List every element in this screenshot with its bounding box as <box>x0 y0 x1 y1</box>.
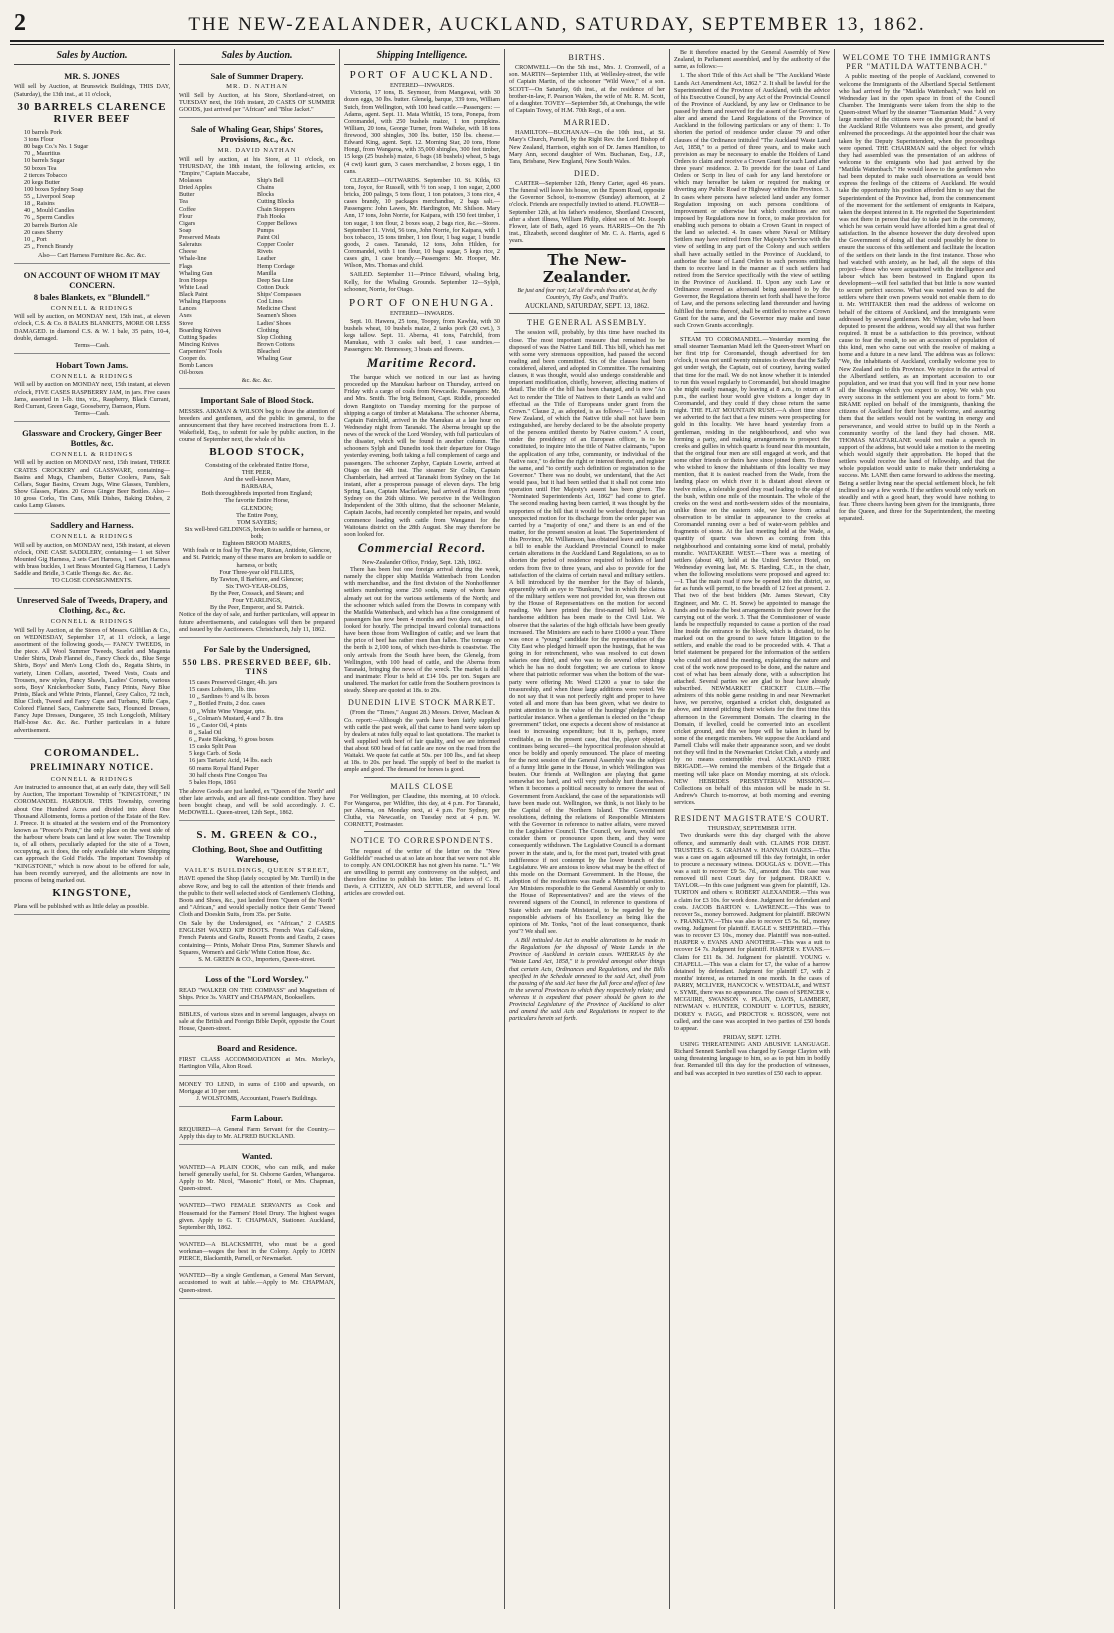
list-item: TOM SAYERS; <box>236 518 278 526</box>
ad-body: Will sell by auction on MONDAY next, 15th instant, at eleven o'clock, FIVE CASES RASPBERRY JAM, in jars. Five cases Jams, assorted in 1-lb. tins, viz., Raspberry, Black Currant, Red Currant, Green Gage, Gooseberry, Damson, Plum. <box>14 381 170 410</box>
list-item: Copper Bellows <box>257 219 298 227</box>
list-item: 7 ,, Bottled Fruits, 2 doz. cases <box>189 700 266 708</box>
ad-body: Will Sell by Auction, at his Store, Shortland-street, on TUESDAY next, the 16th instant, 20 CASES OF SUMMER GOODS, just arrived per "African" and "Blue Jacket." <box>179 91 335 114</box>
ad-footer: S. M. GREEN & CO., Importers, Queen-street. <box>198 955 316 963</box>
list-item: Black Paint <box>179 291 208 299</box>
list-item: Butter <box>179 191 195 199</box>
ad-title: Board and Residence. <box>217 1043 297 1054</box>
ad-title: Loss of the "Lord Worsley." <box>205 973 309 984</box>
article-text: A Bill intituled An Act to enable alterations to be made in the Regulations for the disposal of Waste Lands in the Province of Auckland in certain cases. WHEREAS by the "Waste Land Act, 1858," it is provided amongst other things that certain Acts, Ordinances and Regulations, and the Bills specified in the Schedule annexed to the said Act, shall from the passing of the said Act have the full force and effect of law in the several Provinces to which they respectively relate; and whereas it is expedient that power should be given to the Provincial Legislature of the Province of Auckland to alter and amend the said Acts and Regulations in respect to the particulars herein set forth. <box>509 937 665 1023</box>
article-text: STEAM TO COROMANDEL.—Yesterday morning the small steamer Tasmanian Maid left the Queen-street Wharf on her first trip for Coromandel, though advertised for ten o'clock, it was not until twenty minutes to eleven that the Sally got under weigh, the Captain, out of courtesy, having waited that time for the mail. We do not know whether it is intended to run this vessel regularly to Coromandel, but should imagine she might easily manage, by leaving at 8 a.m., to return at 9 p.m., the earliest hour would give visitors a longer day in Coromandel, and they could if they chose return the same night. THE FLAT MOUNTAIN RUSH.—A short time since we adverted to the fact that a few miners were prospecting for gold in this locality. We have heard yesterday from a gentleman, residing in the neighbourhood, and who was forming a party, and making arrangements to prospect the creeks and gullies in which quartz is found near this mountain, that the original four men are still engaged at work, and that some other friends or theirs have since joined them. To those who wished to know the inhabitants of this locality we may mention, that it is easiest reached from the Wade, from the landing place on which river it is distant about eleven or twelve miles, a tolerable good dray road leading to the edge of the bush, within one mile of the mountain. The whole of the creeks on the west and north-western sides of the mountains, unlike those on the eastern side, we know from actual observation to be similar in appearance to the creeks at Coromandel running over a bed of water-worn pebbles and fragments of stone. At the last meeting held at the Wade, a quantity of quartz was shown as coming from this neighbourhood and containing some kind of metal, probably mundic. WAITAKERE WEST.—There was a meeting of settlers (about 40), held at the United Service Hotel, on Wednesday evening last, Mr. S. Harding, C.E., in the chair, when the following resolutions were proposed and agreed to:—I. That the main road if now be opened into the district, so far as funds will permit, to the breadth of 12 feet at present. 2. That two of the best bidders (Mr. James Stewart, City Engineer, and Mr. C. H. Snow) be appointed to manage the funds and to make the best arrangements in their power for the carrying out of the work. 3. That the Commissioner of waste lands be respectfully requested to cause a portion of the road line inside the entrance to the block, which is dictated, to be marked out on the ground to save future litigation to the settlers, and enable the road to be proceeded with. 4. That a brief statement be prepared for the information of the settlers who could not attend the meeting, explaining the nature and cost of the work now proposed to be done, and the nature and cost of what has been already done, with a subscription list attached. Several parties we are glad to hear have already subscribed. NEWMARKET CRICKET CLUB.—The admirers of this noble game residing in and near Newmarket have, we perceive, organised a cricket club, designated as above, and intend pitching their wickets for the first time this afternoon in the Government Domain. The clearing in the Domain, if levelled, could be converted into an excellent cricket ground, and this we hope will be taken in hand by some of the energetic members. We suppose the Auckland and Parnell Clubs will make their appearance soon, and we doubt not they will find in the Newmarket Cricket Club, a sturdy and by no means contemptible rival. AUCKLAND FIRE BRIGADE.—We remind the members of the Brigade that a meeting will take place on Monday morning, at six o'clock. NEW HEBRIDES PRESBYTERIAN MISSION.—Collections on behalf of this mission will be made in St. Andrew's Church to-morrow, at both morning and evening services. <box>674 335 830 806</box>
ad-body: BIBLES, of various sizes and in several languages, always on sale at the British and Foreign Bible Depôt, opposite the Court House, Queen-street. <box>179 1011 335 1033</box>
stock-list <box>179 462 335 612</box>
list-item: Paint Oil <box>257 234 280 242</box>
column-1 <box>10 49 175 1609</box>
list-item: Cutting Blocks <box>257 198 295 206</box>
ad-title: MR. S. JONES <box>64 70 120 81</box>
ad-body: On Sale by the Undersigned, ex "African," 2 CASES ENGLISH WAXED KIP BOOTS. French Wax Calf-skins, French Patents and Grafts, Russett Fronts and Grafts, 2 cases containing— Prints, Mohair Dress Pins, Summer Shawls and Squares, Women's and Girls' White Cotton Hose, &c. <box>179 920 335 956</box>
list-item: Stove <box>179 319 194 327</box>
ad-body: WANTED—A BLACKSMITH, who must be a good workman—wages the best in the Colony. Apply to JOHN PIERCE, Blacksmith, Parnell, or Newmarket. <box>179 1240 335 1263</box>
dateline: AUCKLAND, SATURDAY, SEPT. 13, 1862. <box>509 301 665 314</box>
list-item: Bleached <box>257 348 281 356</box>
list-item: Deep Sea Line <box>257 276 294 284</box>
article-heading: NOTICE TO CORRESPONDENTS. <box>350 836 494 846</box>
dateline: New-Zealander Office, Friday, Sept. 12th, 1862. <box>362 558 482 566</box>
list-item: With foals or in foal by The Peer, Rotan, Antidote, Glencoe, and St. Patrick; many of these mares are broken to saddle or harness, or both; <box>182 547 332 569</box>
column-3 <box>340 49 505 1609</box>
firm-name: VAILE'S BUILDINGS, QUEEN STREET, <box>184 866 330 874</box>
list-item: Ship's Bell <box>257 177 284 185</box>
list-item: 80 bags Co.'s No. 1 Sugar <box>24 143 89 151</box>
notices-text: CROMWELL—On the 5th inst., Mrs. J. Cromwell, of a son. MARTIN—September 11th, at Wellesley-street, the wife of Captain Martin, of the schooner "Wild Wave," of a son. SCOTT—On Saturday, 6th inst., at the residence of her brother-in-law, F. Pearson Wakes, the wife of Mr. R. M. Scott, of a daughter. TOVEY—September 5th, at Onehunga, the wife of Captain Tovey, of H.M. 70th Regt., of a son. <box>509 64 665 114</box>
ad-body: Are instructed to announce that, at an early date, they will Sell by Auction, The important Township of "KINGSTONE," IN COROMANDEL HARBOUR. THIS Township, covering about One Hundred Acres and divided into about One Thousand Allotments, forms a portion of the Estate of the Rev. J. Preece. It is situated at the western end of the Promontory known as "Preece's Point," the only place on the west side of the harbour where boats can land at low water. The Township is, of all others, peculiarly adapted for the site of a Town, occupying, as it does, the only available site where Shipping can approach the Gold Fields. The important Township of "KINGSTONE," which is now about to be offered for sale, has been recently surveyed, and the allotments are now in process of being marked out. <box>14 784 170 884</box>
list-item: 10 ,, Port <box>24 235 47 243</box>
ad-body: WANTED—TWO FEMALE SERVANTS as Cook and Housemaid for the Farmers' Hotel Drury. The highest wages given. Apply to G. T. CHAPMAN, Stationer. Auckland, September 8th, 1862. <box>179 1202 335 1231</box>
ad-title: Important Sale of Blood Stock. <box>200 394 314 405</box>
advertisement <box>14 68 170 265</box>
list-item: Whaling Gun <box>179 269 213 277</box>
list-item: Brown Cottons <box>257 340 295 348</box>
list-item: Copper Cooler <box>257 241 294 249</box>
newspaper-page <box>10 10 1104 1613</box>
ad-subtitle: Clothing, Boot, Shoe and Outfitting Warehouse, <box>191 844 323 864</box>
list-item: By the Peer, Emperor, and St. Patrick. <box>209 604 304 612</box>
ad-title: ON ACCOUNT OF WHOM IT MAY CONCERN. <box>23 270 161 291</box>
article-text: The request of the writer of the letter on the "New Goldfields" reached us at so late an hour that we were not able to comply. AN ONLOOKER has not given his name. "L." We are unwilling to permit any controversy on the subject, and therefore decline to publish his letter. The letters of C. H. Davis, A CITIZEN, AN OLD SETTLER, and several local articles are crowded out. <box>344 847 500 898</box>
notices-heading: DIED. <box>573 168 601 178</box>
list-item: 20 barrels Burton Ale <box>24 221 78 229</box>
section-heading: Sales by Auction. <box>14 50 170 65</box>
list-item: 10 ,, Sardines ½ and ¼ lb. boxes <box>189 693 270 701</box>
item-list <box>24 129 170 250</box>
advertisement <box>179 824 335 967</box>
shipping-entries: Victoria, 17 tons, B. Seymour, from Mangawai, with 30 dozen eggs, 30 lbs. butter. Glenelg, barque, 339 tons, William Sutch, from Wellington, with 100 head cattle.—Passengers: — Adams, agent. Sept. 11. Mata Whitiki, 15 tons, Ponepa, from Coromandel, with 250 bushels maize, 1 ton pumpkins. William, 20 tons, George Turner, from Waiheke, with 18 tons firewood, 300 shingles, 300 lbs. butter, 150 lbs. cheese.—Edward King, agent. Sept. 12. Morning Star, 20 tons, Hone Hongi, from Wangaroa, with 35,000 shingles, 300 feet timber, 15 kegs (25 bushels) maize, 6 bags (18 bushels) wheat, 5 bags (4 cwt) kauri gum, 3 cases merchandise, 2 boxes eggs, 1 tin cans. <box>344 89 500 175</box>
list-item: Chain Stoppers <box>257 205 295 213</box>
list-item: Slop Clothing <box>257 333 292 341</box>
advertisement <box>179 121 335 388</box>
ad-body: REQUIRED—A General Farm Servant for the Country.—Apply this day to Mr. ALFRED BUCKLAND. <box>179 1125 335 1140</box>
list-item: Four YEARLINGS, <box>232 597 282 605</box>
list-item: 6 ,, Paste Blacking, ½ gross boxes <box>189 736 274 744</box>
column-5 <box>670 49 835 1609</box>
advertisement <box>179 1200 335 1236</box>
advertisement <box>14 357 170 422</box>
list-item: By the Peer, Cossack, and Steam; and <box>210 590 304 598</box>
list-item: Whale-line <box>179 255 207 263</box>
list-item: Flour <box>179 212 193 220</box>
article-text: For Wellington, per Claudine, this morning, at 10 o'clock. For Wangaroa, per Wildfire, this day, at 4 p.m. For Taranaki, per Aberna, on Monday next, at 4 p.m. For Sydney, per Clutha, via Newcastle, on Tuesday next at 4 p.m. W. CORNETT, Postmaster. <box>344 792 500 829</box>
list-item: Ladies' Shoes <box>257 319 291 327</box>
shipping-subheading: ENTERED—INWARDS. <box>389 82 455 90</box>
advertisement <box>179 1040 335 1075</box>
list-item: Six TWO-YEAR-OLDS, <box>225 582 289 590</box>
list-item: Pumps <box>257 226 274 234</box>
ad-body: MESSRS. AIKMAN & WILSON beg to draw the attention of breeders and gentlemen, and the public in general, to the announcement that they have received instructions from E. J. Wakefield, Esq., to submit for sale by public auction, in the course of September next, the whole of his <box>179 407 335 444</box>
firm-name: MR. DAVID NATHAN <box>217 147 297 155</box>
ad-body: Will Sell by Auction, at the Stores of Messrs. Gilfillan & Co., on WEDNESDAY, September 17, at 11 o'clock, a large assortment of the following goods,— FANCY TWEEDS, in the piece. All Wool Summer Tweeds, Scarlet and Magenta Under Shirts, Drab Flannel do., Fancy Check do., Blue Serge Shirts, Boys' and Men's Long Cloth do., Regatta Shirts, in variety, Linen Collars, assorted, Tweed Vests, Coats and Trousers, new styles, Fancy Shawls, Ladies' Corsets, various sorts, Boys' Knickerbocker Suits, Fancy Prints, Navy Blue Prints, Black and White Prints, Flannel, Grey Calico, 72 inch, Blue Cloth, Tweed and Fancy Caps and Turbans, Rifle Caps, Colored Flannel Sacs, Cashmerette Sacs, Flounced Dresses, Fancy Jupe Dresses, Dungaree, 35 inch Longcloth, Military Half-hose &c. &c. &c. Further particulars in a future advertisement. <box>14 626 170 734</box>
list-item: BARBARA, <box>241 483 273 491</box>
article-text: (From the "Times," August 28.) Messrs. Driver, Maclean & Co. report:—Although the yards have been fairly supplied with cattle the past week, all that came to hand were taken up by dealers at rates fully equal to last quotations. The market is well supplied with beef of fair quality, and we are informed that about 600 head of fat cattle are now on the road from the Waitaki. We quote fat cattle at 50s. per 100 lbs., and fat sheep at 18s. to 20s. per head. The supply of beef to the market is ample and good. The demand for horses is good. <box>344 709 500 774</box>
dateline: THURSDAY, SEPTEMBER 11TH. <box>707 825 797 833</box>
ad-body: Will sell by auction, on MONDAY next, 15th instant, at eleven o'clock, ONE CASE SADDLERY, containing— 1 set Silver Mounted Gig Harness, 2 sets Cart Harness, 1 set Cart Harness with brass buckles, 1 set Brass Mounted Gig Harness, 1 Lady's Saddle and Bridle, 3 Cattle Thongs &c. &c. &c. <box>14 541 170 578</box>
list-item: Manilla <box>257 269 277 277</box>
advertisement <box>179 1239 335 1267</box>
list-item: 6 ,, Colman's Mustard, 4 and 7 lb. tins <box>189 714 284 722</box>
ad-footer: &c. &c. &c. <box>241 376 273 384</box>
list-item: 5 bales Hops, 1861 <box>189 778 237 786</box>
notices-text: CARTER—September 12th, Henry Carter, aged 46 years. The funeral will leave his house, on the Epsom Road, opposite the Governor School, to-morrow (Sunday) afternoon, at 2 o'clock. Friends are respectfully invited to attend. FLOWER—September 12th, at his father's residence, Shortland Crescent, after a short illness, William Philip, eldest son of Mr. Joseph Flower, late of Bath, aged 16 years. HARRIS—On the 7th inst., Elizabeth, second daughter of Mr. C. A. Harris, aged 6 years. <box>509 180 665 245</box>
article-heading: THE GENERAL ASSEMBLY. <box>527 318 647 328</box>
ad-footer: Terms—Cash. <box>74 409 110 417</box>
list-item: Fish Hooks <box>257 212 286 220</box>
advertisement <box>179 1110 335 1145</box>
ad-title: Glassware and Crockery, Ginger Beer Bottles, &c. <box>22 428 162 448</box>
article-text: The session will, probably, by this time have reached its close. The most important measure that remained to be disposed of was the Native Land Bill. This bill, which has met with some very strenuous opposition, had passed the second reading and been committed. Six of the clauses had been considered, altered, and adopted in Committee. The remaining clauses, it was thought, would also undergo considerable and important modification, chiefly, however, affecting matters of detail. The title of the bill has been changed, and is now "An Act to render the Title of Natives to their Lands as valid and effectual as the Title of Europeans under grant from the Crown." Clause 2, as adopted, is as follows:— "All lands in New Zealand, of which the Native title shall not have been extinguished, are hereby declared to be the absolute property of the persons entitled thereto by Native custom." A court, under the presidency of an European officer, is to be constituted, to inquire into the title of Native claimants, "upon the application of any tribe, community, or individual of the Native race," to define the right or interest therein, and register the same, and "to certify such definition or registration to the Governor." There was no doubt, we understand, that the Act would pass, but it had been settled that it shall not come into operation until Her Majesty's assent has been given. The "Nominated Superintendents Act, 1862" had come to grief. The second reading having been carried, it was thought by the supporters of the bill that it would be worked through; but an unexpected motion for its discharge from the order paper was carried by a "majority of one," and there is an end of the matter, for the present session at least. The Superintendent of this Province, Mr. Williamson, has obtained leave and brought a bill to enable the Auckland Provincial Council to make certain alterations in the Auckland Land Regulations, so as to shorten the period of residence required of holders of land orders from five to three years, and also to provide for the satisfaction of the claims of certain naval and military settlers. A bill introduced by the member for the Bay of Islands, apparently with an eye to "Bunkum," but in which the claims of the military settlers were not provided for, was thrown out by the House of Representatives on the motion for second reading. We have printed the first-named bill below. A handsome addition has been made to the Civil List. We observe that the salaries of the high officials have been greatly increased. The Ministers are each to have £1000 a year. There was once a "young" candidate for the representation of the City East who pledged himself upon the hustings, that he was going in for retrenchment, who was resolved to cut down salaries one third, and who was to do several other things which he has no doubt forgotten; we are curious to know where that patriotic reformer was when the bottom of the war-party were offering Mr. Weed £1200 a year to take the treasureship, and when these large additions were voted. We do not say that it was not perfectly right and proper to have voted all and more than has been given, what we desire to point attention to is the value of the hustings' pledges in the particular instance. When a gentleman is elected on the "cheap government" ticket, one expects a decent show of resistance at least to increasing expenditure; but it is, perhaps, more creditable, as in the present case, that the, player objected, continues being secured—the hypocritical profession should at once be boldly and openly renounced. The place of meeting for the next session of the General Assembly was the subject of a funny little game in the House, in which Wellington was beaten. Our friends at Wellington are playing that game somewhat too hard, and will very probably hurt themselves. When it becomes a political necessity to remove the seat of Government from Auckland, the case of the separationists will have been made out. Wellington, we think, is not likely to be the Capital of the Northern Island. The Government resolutions, defining the relations of Responsible Ministers with the Governor in reference to native affairs, were moved in the Legislative Council. The Council, we learn, would not consider them or pronounce upon them, and they were consequently withdrawn. The Legislative Council is a dormant power in the state, and is, for the most part, treated with great indifference if not contempt by the lower branch of the Legislature. We are anxious to know what may be the effect of this mode on the Dormant Government. In the House, the adoption of the resolutions was made a Ministerial question. Are Ministers responsible to the General Assembly or only to the House of Representatives? and are the views of the reverend signers of the Council, in reference to questions of State which are made Ministerial, to be regarded by the responsible advisers of his Excellency as being like the opinions of Mr. Tonks, "not of the least consequence, thank you"? We shall see. <box>509 329 665 935</box>
section-heading: Shipping Intelligence. <box>344 50 500 65</box>
firm-name: CONNELL & RIDINGS <box>50 372 134 380</box>
article-text: USING THREATENING AND ABUSIVE LANGUAGE. Richard Sennett Sambell was charged by George Clayton with using threatening language to him, so as to put him in bodily fear. Remanded till this day for the production of witnesses, and bail was accepted in two sureties of £50 each to appear. <box>674 1041 830 1077</box>
list-item: Oil-boxes <box>179 369 204 377</box>
list-item: 16 jars Tartaric Acid, 14 lbs. each <box>189 757 272 765</box>
ad-body: FIRST CLASS ACCOMMODATION at Mrs. Morley's, Hartington Villa, Alton Road. <box>179 1056 335 1071</box>
article-text: Be it therefore enacted by the General Assembly of New Zealand, in Parliament assembled, and by the authority of the same, as follows:— <box>674 49 830 71</box>
shipping-entries: Sept. 10. Hawera, 25 tons, Toopsy, from Kawhia, with 30 bushels wheat, 10 bushels maize, 2 tanks pork (20 cwt.), 3 kegs tallow. Sept. 11. Aberna, 41 tons, Fairchild, from Manukau, with 3 casks salt beef, 1 case sundries.—Passengers: Mr. Hennessey, 3 boats and flowers. <box>344 317 500 354</box>
list-item: 18 ,, Raisins <box>24 200 55 208</box>
ad-footer: J. WOLSTOMB, Accountant, Fraser's Buildings. <box>196 1094 318 1102</box>
list-item: Lances <box>179 305 197 313</box>
firm-name: CONNELL & RIDINGS <box>50 775 134 783</box>
list-item: 15 cases Lobsters, 1lb. tins <box>189 686 256 694</box>
advertisement <box>179 1009 335 1037</box>
section-heading: Commercial Record. <box>357 539 487 555</box>
list-item: Eighteen BROOD MARES, <box>222 540 292 548</box>
section-heading: Sales by Auction. <box>179 50 335 65</box>
list-item: White Lead <box>179 283 209 291</box>
goods-list <box>179 177 257 377</box>
list-item: Coffee <box>179 205 196 213</box>
list-item: 50 boxes Tea <box>24 164 57 172</box>
ad-note: Also— Cart Harness Furniture &c. &c. &c. <box>37 252 147 260</box>
ad-headline: KINGSTONE, <box>52 886 132 899</box>
firm-name: CONNELL & RIDINGS <box>50 533 134 541</box>
list-item: Bomb Lances <box>179 362 214 370</box>
article-heading: RESIDENT MAGISTRATE'S COURT. <box>674 814 830 824</box>
list-item: 10 ,, White Wine Vinegar, qrts. <box>189 707 266 715</box>
firm-name: CONNELL & RIDINGS <box>50 304 134 312</box>
article-heading: MAILS CLOSE <box>390 781 454 791</box>
article-text: There has been but one foreign arrival during the week, namely the clipper ship Matilda Wattenbach from London with merchandise, and the first division of the Nonhoffenner settlers numbering some 250 souls, many of whom have already set out for the various settlements of the North; and the schooner which sailed from the Downs in company with the Matilda Wattenbach, and which has a fine consignment of passengers has now been 4 months and two days out, and is looked for hourly. The principal inward colonial transactions have been those from Wellington of cattle; and we learn that the price of beef has rather risen than fallen. The tonnage on the berth is 2,100 tons, of which two-thirds is coastwise. The only arrivals from the South have been, the Glenelg, from Wellington, with 100 head of cattle, and the Aberna from Taranaki, bringing the news of the wreck. The market is dull and inanimate: Flour is held at £14 10s. per ton. Sugars are unaltered. The market for cattle from the Southern provinces is steady. Sheep are quoted at 18s. to 20s. <box>344 566 500 695</box>
editorial-masthead: The New-Zealander. <box>509 248 665 287</box>
shipping-sailed: SAILED. September 11—Prince Edward, whaling brig, Kelly, for the Whaling Grounds. September 12—Sylph, schooner, Norrie, for Otago. <box>344 271 500 293</box>
firm-name: CONNELL & RIDINGS <box>50 450 134 458</box>
ad-body: WANTED—A PLAIN COOK, who can milk, and make herself generally useful, for St. Osborne Garden, Whangaroa. Apply to Mr. Nicol, "Masonic" Hotel, or Mrs. Chapman, Queen-street. <box>179 1163 335 1193</box>
advertisement <box>179 1270 335 1298</box>
list-item: Hemp Cordage <box>257 262 295 270</box>
advertisement <box>14 742 170 915</box>
newspaper-title: THE NEW-ZEALANDER, AUCKLAND, SATURDAY, SEPTEMBER 13, 1862. <box>188 14 926 35</box>
list-item: Mincing Knives <box>179 340 220 348</box>
ad-title: Hobart Town Jams. <box>55 359 129 370</box>
list-item: THE PEER, <box>241 468 273 476</box>
list-item: 70 ,, Mauritius <box>24 150 61 158</box>
ad-footer: Notice of the day of sale, and further particulars, will appear in future advertisements, and catalogues will then be prepared and issued by the Auctioneers. Christchurch, July 11, 1862. <box>179 611 335 633</box>
advertisement <box>179 971 335 1006</box>
ad-body: MONEY TO LEND, in sums of £100 and upwards, on Mortgage at 10 per cent. <box>179 1080 335 1095</box>
ad-title: For Sale by the Undersigned, <box>203 643 311 654</box>
ad-title: Wanted. <box>241 1151 273 1162</box>
list-item: 100 boxes Sydney Soap <box>24 185 84 193</box>
advertisement <box>14 425 170 514</box>
list-item: 20 kegs Butter <box>24 178 61 186</box>
list-item: Molasses <box>179 177 203 185</box>
list-item: Medicine Chest <box>257 305 297 313</box>
advertisement <box>179 68 335 119</box>
notices-heading: BIRTHS. <box>568 53 606 62</box>
masthead <box>10 10 1104 42</box>
list-item: Rivets <box>257 248 273 256</box>
notices-heading: MARRIED. <box>563 118 611 128</box>
firm-name: CONNELL & RIDINGS <box>50 618 134 626</box>
list-item: Chains <box>257 184 275 192</box>
firm-name: MR. D. NATHAN <box>226 83 288 91</box>
ad-title: S. M. GREEN & CO., <box>196 829 318 842</box>
list-item: 5 kegs Carb. of Soda <box>189 750 241 758</box>
dateline: FRIDAY, SEPT. 12TH. <box>723 1033 781 1041</box>
ad-subtitle: 8 bales Blankets, ex "Blundell." <box>33 291 151 302</box>
ad-body: HAVE opened the Shop (lately occupied by Mr. Turrill) in the above Row, and beg to call the attention of their friends and the public to their well selected stock of Gentlemen's Clothing, Boots and Shoes, &c., just landed from "Queen of the North" and "African," and would specially notice their Gents' Tweed Cloth and Doeskin Suits, from 35s. per Suite. <box>179 875 335 919</box>
list-item: Iron Hoops <box>179 276 208 284</box>
article-heading: DUNEDIN LIVE STOCK MARKET. <box>348 698 496 708</box>
ad-subtitle: PRELIMINARY NOTICE. <box>30 762 154 773</box>
port-title: PORT OF ONEHUNGA. <box>349 296 495 309</box>
ad-headline: 30 BARRELS CLARENCE RIVER BEEF <box>17 100 167 126</box>
list-item: 15 casks Split Peas <box>189 743 237 751</box>
ad-title: Saddlery and Harness. <box>50 520 134 531</box>
list-item: 76 ,, Sperm Candles <box>24 214 75 222</box>
list-item: Both thoroughbreds imported from England; <box>201 490 313 498</box>
list-item: Leather <box>257 255 276 263</box>
advertisement <box>14 592 170 738</box>
ad-body: Will sell by auction, on MONDAY next, 15th inst., at eleven o'clock, C.S. & Co. 8 BALES BLANKETS, MORE OR LESS DAMAGED. in diamond C.S. & W. 1 bale, 35 pairs, 10-4, double, damaged. <box>14 313 170 342</box>
list-item: Cheese <box>179 248 197 256</box>
list-item: Axes <box>179 312 192 320</box>
shipping-subheading: ENTERED—INWARDS. <box>389 310 455 318</box>
advertisement <box>179 641 335 822</box>
ad-title: Farm Labour. <box>231 1112 283 1123</box>
ad-footer: Plans will be published with as little delay as possible. <box>14 902 149 910</box>
advertisement <box>179 1148 335 1197</box>
list-item: 40 ,, Mould Candles <box>24 207 75 215</box>
ad-footer: TO CLOSE CONSIGNMENTS. <box>51 577 133 585</box>
advertisement <box>179 392 335 638</box>
list-item: By Tawton, Il Barbiere, and Glencoe; <box>210 575 304 583</box>
advertisement <box>14 267 170 354</box>
advertisement <box>14 517 170 589</box>
list-item: Six well-bred GELDINGS, broken to saddle or harness, or both; <box>184 525 330 541</box>
list-item: Seamen's Shoes <box>257 312 297 320</box>
list-item: 20 cases Sherry <box>24 228 63 236</box>
list-item: Tea <box>179 198 188 206</box>
page-number: 2 <box>14 10 26 36</box>
list-item: Carpenters' Tools <box>179 348 223 356</box>
ad-headline: 550 LBS. PRESERVED BEEF, 6lb. TINS <box>182 657 332 676</box>
article-text: Two drunkards were this day charged with the above offence, and summarily dealt with. CLAIMS FOR DEBT. TRUSTEES G. S. GRAHAM v. HANNAH OAKES.—This was a case on again adjourned till this day fortnight, in order to procure a necessary witness. DOUGLAS v. DOVE.—This was a suit to recover £9 5s. 7d., amount due. This case was removed till next Court day for judgment. DRAKE v. TAYLOR.—In this case judgment was given for plaintiff, 12s. TURTON and others v. ROBERT ALEXANDER.—This was a claim for £3 10s. for work done. Judgment for defendant and costs. JACOB BARTON v. LAWRENCE.—This was to recover 5s., money borrowed. Judgment for plaintiff. BROWN v. FRANKLYN.—This was also to recover £5 5s. 6d., money owing. Judgment for plaintiff. EAGLE v. SHEPHERD.—This was to recover £3 10s., money due. Plaintiff was non-suited. HARPER v. EVANS AND ANOTHER.—This was a suit to recover £4 7s. Judgment for plaintiff. HARPER v. EVANS.—Claim for £11 8s. 3d. Judgment for plaintiff. YOUNG v. CHAPELL.—This was a claim for £7, the value of a harrow detained by defendant. Judgment for plaintiff £7, with 2 months' interest, as returned in one month. In the cases of PARRY, MCLIVER, HANCOCK v. WESTDALE, and WEST v. SYME, there was no appearance. The cases of SPENCER v. MCGUIRE, SWANSON v. PLAIN, DAVIS, LAMBERT, NEWMAN v. HUNTER, CONDUIT v. LOFTUS, BERRY, DOREY v. FAGG, and PROCTOR v. ROSSON, were not called, and the case was accepted in two parties of £50 bonds to appear. <box>674 832 830 1032</box>
list-item: 8 ,, Salad Oil <box>189 728 222 736</box>
list-item: Cooper do. <box>179 355 207 363</box>
list-item: Ships' Compasses <box>257 291 302 299</box>
ad-body: READ "WALKER ON THE COMPASS" and Magnetism of Ships. Price 3s. VARTY and CHAPMAN, Booksellers. <box>179 986 335 1001</box>
list-item: 55 ,, Liverpool Soap <box>24 193 75 201</box>
list-item: 10 barrels Sugar <box>24 157 65 165</box>
list-item: 10 barrels Pork <box>24 128 62 136</box>
list-item: Cotton Duck <box>257 283 289 291</box>
list-item: Cutting Spades <box>179 333 217 341</box>
item-list <box>189 679 335 786</box>
ad-title: Unreserved Sale of Tweeds, Drapery, and Clothing, &c., &c. <box>16 595 168 616</box>
list-item: 15 cases Preserved Ginger, 4lb. jars <box>189 679 278 687</box>
list-item: 60 reams Royal Hand Paper <box>189 764 259 772</box>
list-item: Cod Lines <box>257 298 283 306</box>
article-text: The barque which we noticed in our last as having proceeded up the Manukau harbour on Thursday, arrived on Friday with a cargo of coals from Newcastle. Passengers: Mr. and Mrs. Smith. The brig Belmont, Capt. Riddle, proceeded down Rangitoto on Tuesday morning for the purpose of shipping a cargo of timber at Matakana. The schooner Aberna, Captain Fairchild, arrived in the Manukau at a late hour on Wednesday night from Taranaki. The Aberna brought up the news of the wreck of the Lord Worsley, with full particulars of the disaster, which will be found in another column. The schooners Sylph and Dunedin took their departure for Otago yesterday evening, both taking a full complement of cargo and passengers. The schooner Zephyr, Captain Lowrie, arrived at Otago on the 4th inst. The steamer Sir Colin, Captain Chamberlain, had arrived at Taranaki from Sydney on the 1st instant, after a prosperous passage of eleven days. The brig Spring Lass, Captain Macfarlane, had arrived at Picton from Sydney on the 26th ultimo. We perceive in the Wellington Independent of the 30th ultimo, that the schooner Melanie, Captain Jacobs, had recently completed her repairs, and would commence loading with cattle from Wanganui for the Waitotara district on the 28th August. She may therefore be soon looked for. <box>344 374 500 538</box>
list-item: The Entire Pony, <box>236 511 278 519</box>
notices-text: HAMILTON—BUCHANAN—On the 10th inst., at St. Mary's Church, Parnell, by the Right Rev. the Lord Bishop of New Zealand, Harrison, eighth son of Dr. James Hamilton, to Mary Ann, second daughter of Wm. Buchanan, Esq., J.P., Tara, Brisbane, New England, New South Wales. <box>509 129 665 165</box>
list-item: Soap <box>179 226 192 234</box>
ad-body: Will sell by Auction, at Brunswick Buildings, THIS DAY, (Saturday), the 13th inst., at 11 o'clock, <box>14 83 170 98</box>
list-item: 30 half chests Fine Congou Tea <box>189 771 267 779</box>
list-item: Whaling Harpoons <box>179 298 226 306</box>
list-item: And the well-known Mare, <box>223 476 291 484</box>
list-item: The favorite Entire Horse, <box>224 497 290 505</box>
list-item: Whaling Gear <box>257 355 292 363</box>
ad-body: Will sell by auction, at his Store, at 11 o'clock, on THURSDAY, the 18th instant, the following articles, ex "Empire," Captain Maccabe, <box>179 155 335 177</box>
list-item: Saleratus <box>179 241 202 249</box>
ad-title: Sale of Summer Drapery. <box>210 70 304 81</box>
list-item: Cigars <box>179 219 196 227</box>
ad-footer: Terms—Cash. <box>74 341 110 349</box>
article-text: 1. The short Title of this Act shall be "The Auckland Waste Lands Act Amendment Act, 1862." 2. It shall be lawful for the Superintendent of the Province of Auckland, with the advice of his Executive Council, by any Act of the Provincial Council of the Province of Auckland, by any law or Ordinance to be passed by them and reserved for the assent of the Governor, to alter and amend the Land Regulations of the Province of Auckland in the following particulars or any of them: 1. To shorten the period of residence under clause 79 and other clauses of the Ordinance intituled "The Auckland Waste Land Act, 1858," to a period of three years, and to make such provision as may be necessary to enable the Holders of Land Orders to claim and receive a Crown Grant for such Land after three years' residence. 2. To provide for the issue of Land Orders or Scrip in lieu of cash for any land heretofore or which may hereafter be taken or required for making or diverting any Public Road or Highway within the Province. 3. In cases where persons have selected land under any former Regulation imposing on such persons conditions of improvement or otherwise but which conditions are not imposed by Regulations now in force, to make provision for enabling such persons to obtain a Crown Grant in respect of the land so selected. 4. In cases where Naval or Military Settlers may have retired from Her Majesty's Service with the view of settling in any part of the Colony and such settlers shall have actually settled in the Province of Auckland, to authorise the issue of Land Orders to such persons entitling them to receive land in the manner as if such settlers had retired from the Service specifically with the view of settling in the Province of Auckland. II. Upon any such Law or Ordinance reserved as aforesaid being assented to by the Governor, the Regulations therein set forth shall have the force of Law, and the persons selecting land thereunder and having fulfilled the terms thereof, shall be entitled to receive a Crown Grant for the same, and the Governor may make and issue such Crown Grants accordingly. <box>674 72 830 329</box>
column-2 <box>175 49 340 1609</box>
article-text: A public meeting of the people of Auckland, convened to welcome the Immigrants of the Albertland Special Settlement who had arrived by the "Matilda Wattenbach," was held on Wednesday last in the open space in front of the Council Chamber. The Immigrants were taken from the ship to the Queen-street Wharf by the steamer "Tasmanian Maid." A very large number of the citizens were on the ground; the band of the Auckland Rifle Volunteers was also present, and greatly enlivened the proceedings. At the appointed hour the chair was taken by the Deputy Superintendent, when the proceedings were opened. THE CHAIRMAN said the object for which they had assembled was the presentation of an address of welcome to the emigrants who had just arrived by the "Matilda Wattenbach." He would leave to the gentlemen who had been deputed to make such observations as would best express the feelings of the citizens of Auckland. He would take the opportunity his position afforded him to say that the Superintendent of the Province had, from the commencement of the movement for the settlement of emigrants in Kaipara, taken the deepest interest in it. He regretted the Superintendent was not there in person that day to take part in the ceremony, which he was certain would have afforded him a great deal of satisfaction. In the absence however the duty devolved upon the Government of doing all that could possibly be done to ensure the success of this settlement and facilitate the location of the settlers on their lands in the first instance. Those who had watched with anxiety, as he had, all the steps of this project—those who were acquainted with the intelligence and labour which has been bestowed in England upon its development—will feel satisfied that but little is now wanted to secure perfect success. What was wanted was to aid the settlers where their own powers would not enable them to do it. Mr. WHITAKER then read the address of welcome on behalf of the citizens of Auckland, and the immigrants were addressed by several gentlemen. Mr. Whitaker, who had been deputed to present the address, would say all that was further required. It must be a satisfaction to this province, without cause to fear the result, to see an accession of population of this kind, men who came out with the resolve of making a home and a future in a new land. The address was as follows: "We, the inhabitants of Auckland, cordially welcome you to New Zealand and to this Province. We rejoice in the arrival of the Albertland settlers, as an important accession to our population, and we trust that you will find in your new home all the blessings which you expect to enjoy. We wish you every success in the settlement you are about to form." Mr. BRAME replied on behalf of the immigrants, thanking the citizens of Auckland for their hearty welcome, and assuring them that the settlers would not be wanting in energy and perseverance, and would strive to build up in the North a community worthy of the land they had chosen. MR. THOMAS MACFARLANE would not make a speech in support of the address, but would take a motion to the meeting which would signify their approbation. He hoped that the settlers would receive the hand of fellowship, and that the whole population would unite to make their undertaking a success. Mr. LANE then came forward to address the meeting. Being a settler living near the special settlement block, he felt inclined to say a few words. If the settlers would only work on steadily and with a good heart, they would have nothing to fear. Three cheers having been given for the immigrants, three for the Queen, and three for the Superintendent, the meeting separated. <box>839 73 995 523</box>
ad-headline: BLOOD STOCK, <box>209 446 305 459</box>
ad-footer: The above Goods are just landed, ex "Queen of the North" and other late arrivals, and are all first-rate condition. They have been bought cheap, and will be sold accordingly. J. C. McDOWELL. Queen-street, 12th Sept., 1862. <box>179 787 335 817</box>
column-4 <box>505 49 670 1609</box>
columns <box>10 49 1104 1609</box>
list-item: 25 ,, French Brandy <box>24 242 74 250</box>
article-heading: WELCOME TO THE IMMIGRANTS PER "MATILDA WATTENBACH." <box>842 53 992 72</box>
column-6 <box>835 49 999 1609</box>
list-item: GLENDON; <box>241 504 273 512</box>
list-item: Blocks <box>257 191 275 199</box>
list-item: Boarding Knives <box>179 326 222 334</box>
list-item: Preserved Meats <box>179 234 221 242</box>
port-title: PORT OF AUCKLAND. <box>349 68 495 81</box>
list-item: 3 tons Flour <box>24 136 54 144</box>
list-item: 16 ,, Castor Oil, 4 pints <box>189 721 247 729</box>
list-item: 2 tierces Tobacco <box>24 171 68 179</box>
ad-body: WANTED—By a single Gentleman, a General Man Servant, accustomed to wait at table.—Apply to Mr. CHAPMAN, Queen-street. <box>179 1272 335 1294</box>
section-heading: Maritime Record. <box>366 355 478 371</box>
list-item: Consisting of the celebrated Entire Horse, <box>205 461 309 469</box>
ad-title: COROMANDEL. <box>44 746 140 759</box>
list-item: Flags <box>179 262 193 270</box>
goods-list <box>257 177 335 377</box>
list-item: Clothing <box>257 326 279 334</box>
advertisement <box>179 1079 335 1107</box>
ad-body: Will sell by auction on MONDAY next, 15th instant, THREE CRATES CROCKERY and GLASSWARE, containing— Basins and Mugs, Chambers, Butter Coolers, Pans, Salt Cellars, Sugar Basins, Cream Jugs, Wine Glasses, Tumblers, Show Glasses, Plates. 20 Gross Ginger Beer Bottles. Also— 10 gross Corks, Tin Cans, Milk Dishes, Baking Dishes, 2 casks Lamp Glasses. <box>14 459 170 510</box>
ad-title: Sale of Whaling Gear, Ships' Stores, Provisions, &c., &c. <box>191 124 323 145</box>
editorial-motto: Be just and fear not; Let all the ends thou aim'st at, be thy Country's, Thy God's, and Truth's. <box>517 287 657 301</box>
list-item: Dried Apples <box>179 184 212 192</box>
shipping-cleared: CLEARED—OUTWARDS. September 10. St. Kilda, 63 tons, Joyce, for Russell, with ½ ton soap, 1 ton sugar, 2,000 bricks, 200 palings, 5 tons flour, 1 ton potatoes, 3 tons rice, 4 cases brandy, 10 packages merchandise, 2 bags salt.—Passengers: John Lawes, Mr. Hardington, Mr. Shilson. Mary Ann, 17 tons, John Norrie, for Kaipara, with 150 feet timber, 1 ton sugar, 1 ton flour, 2 boxes soap, 2 bags rice, &c.—Stores. September 11. Vivid, 56 tons, John Norrie, for Kaipara, with 1 box tobacco, 15 tons timber, 1 ton flour, 1 bag sugar, 1 bundle goods, 2 cases. Taranaki, 12 tons, John Hilden, for Coromandel, with 1 ton flour, 10 bags sugar, 5 kegs rice, 2 cases gin, 1 case brandy.—Passengers: Mr. Hooper, Mr. Wilson, Mrs. Thomas and child. <box>344 176 500 270</box>
list-item: Four Three-year old FILLIES, <box>219 568 295 576</box>
